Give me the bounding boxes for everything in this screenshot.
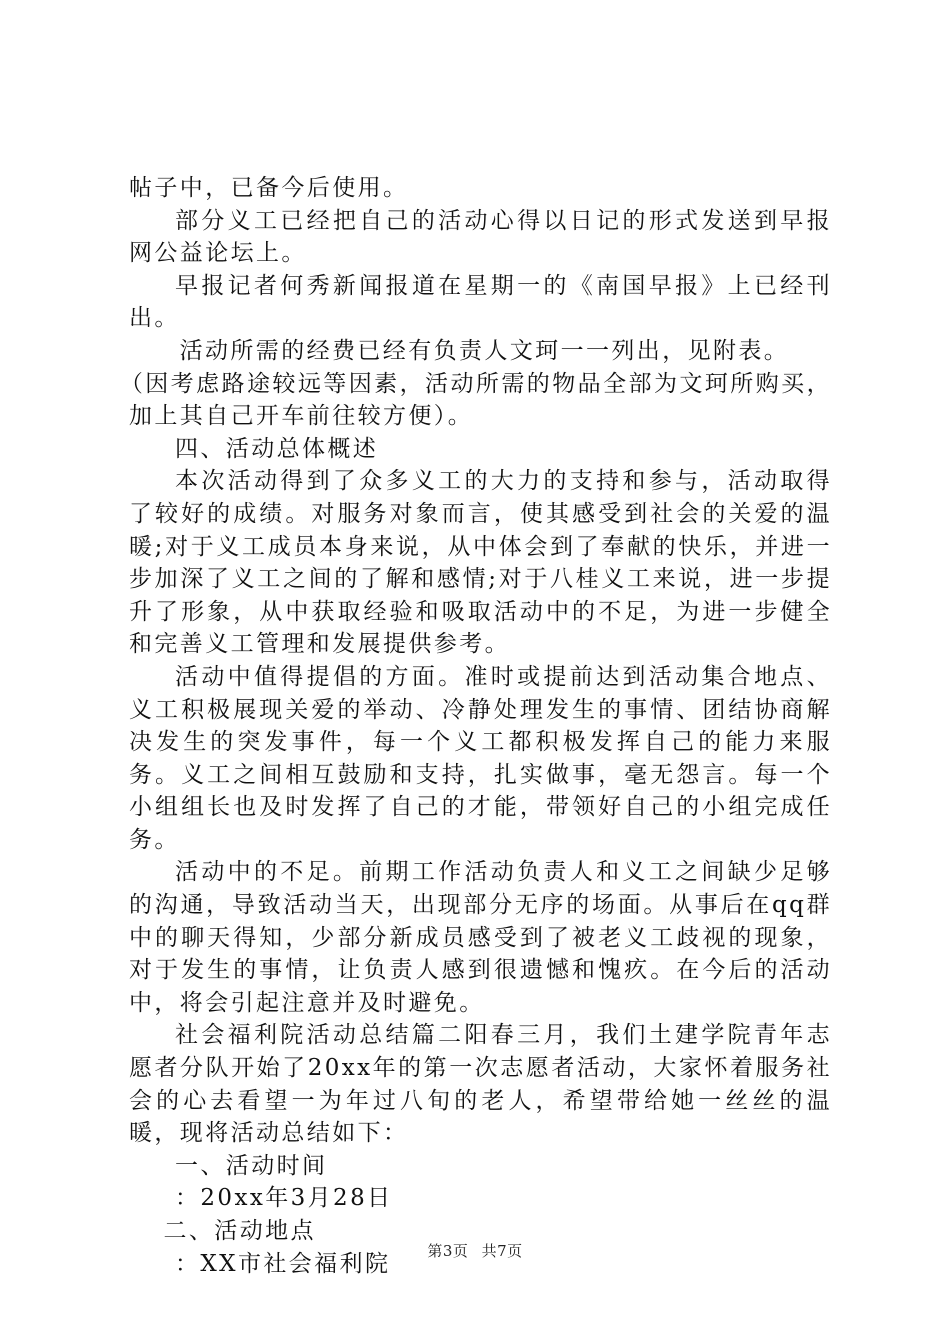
- paragraph: 活动所需的经费已经有负责人文珂一一列出，见附表。: [179, 337, 790, 364]
- paragraph: 本次活动得到了众多义工的大力的支持和参与，活动取得了较好的成绩。对服务对象而言，使其感受到社会的关爱的温暖;对于义工成员本身来说，从中体会到了奉献的快乐，并进一步加深了义工之间的了解和感情;对于八桂义工来说，进一步提升了形象，从中获取经验和吸取活动中的不足，为进一步健全和完善义工管理和发展提供参考。: [129, 468, 832, 658]
- section-heading: 一、活动时间: [175, 1152, 328, 1179]
- section-heading: 二、活动地点: [163, 1218, 316, 1244]
- paragraph: 帖子中，已备今后使用。: [129, 175, 409, 201]
- page-number: 第3页: [427, 1242, 469, 1260]
- paragraph: ：XX市社会福利院: [175, 1250, 391, 1277]
- paragraph: 活动中值得提倡的方面。准时或提前达到活动集合地点、义工积极展现关爱的举动、冷静处理发生的事情、团结协商解决发生的突发事件，每一个义工都积极发挥自己的能力来服务。义工之间相互鼓励和支持，扎实做事，毫无怨言。每一个小组组长也及时发挥了自己的才能，带领好自己的小组完成任务。: [129, 663, 832, 853]
- section-heading: 四、活动总体概述: [175, 435, 379, 462]
- paragraph: 早报记者何秀新闻报道在星期一的《南国早报》上已经刊出。: [129, 272, 832, 332]
- paragraph: （因考虑路途较远等因素，活动所需的物品全部为文珂所购买，加上其自己开车前往较方便）。: [119, 370, 832, 430]
- paragraph: ：20xx年3月28日: [175, 1185, 393, 1212]
- paragraph: 部分义工已经把自己的活动心得以日记的形式发送到早报网公益论坛上。: [129, 207, 832, 267]
- page-footer: [0, 1240, 950, 1261]
- page-total: 共7页: [481, 1242, 523, 1260]
- paragraph: 活动中的不足。前期工作活动负责人和义工之间缺少足够的沟通，导致活动当天，出现部分无序的场面。从事后在qq群中的聊天得知，少部分新成员感受到了被老义工歧视的现象，对于发生的事情，让负责人感到很遗憾和愧疚。在今后的活动中，将会引起注意并及时避免。: [129, 859, 832, 1016]
- document-body: [119, 172, 832, 1280]
- paragraph: 社会福利院活动总结篇二阳春三月，我们土建学院青年志愿者分队开始了20xx年的第一次志愿者活动，大家怀着服务社会的心去看望一为年过八旬的老人，希望带给她一丝丝的温暖，现将活动总结如下：: [129, 1022, 832, 1147]
